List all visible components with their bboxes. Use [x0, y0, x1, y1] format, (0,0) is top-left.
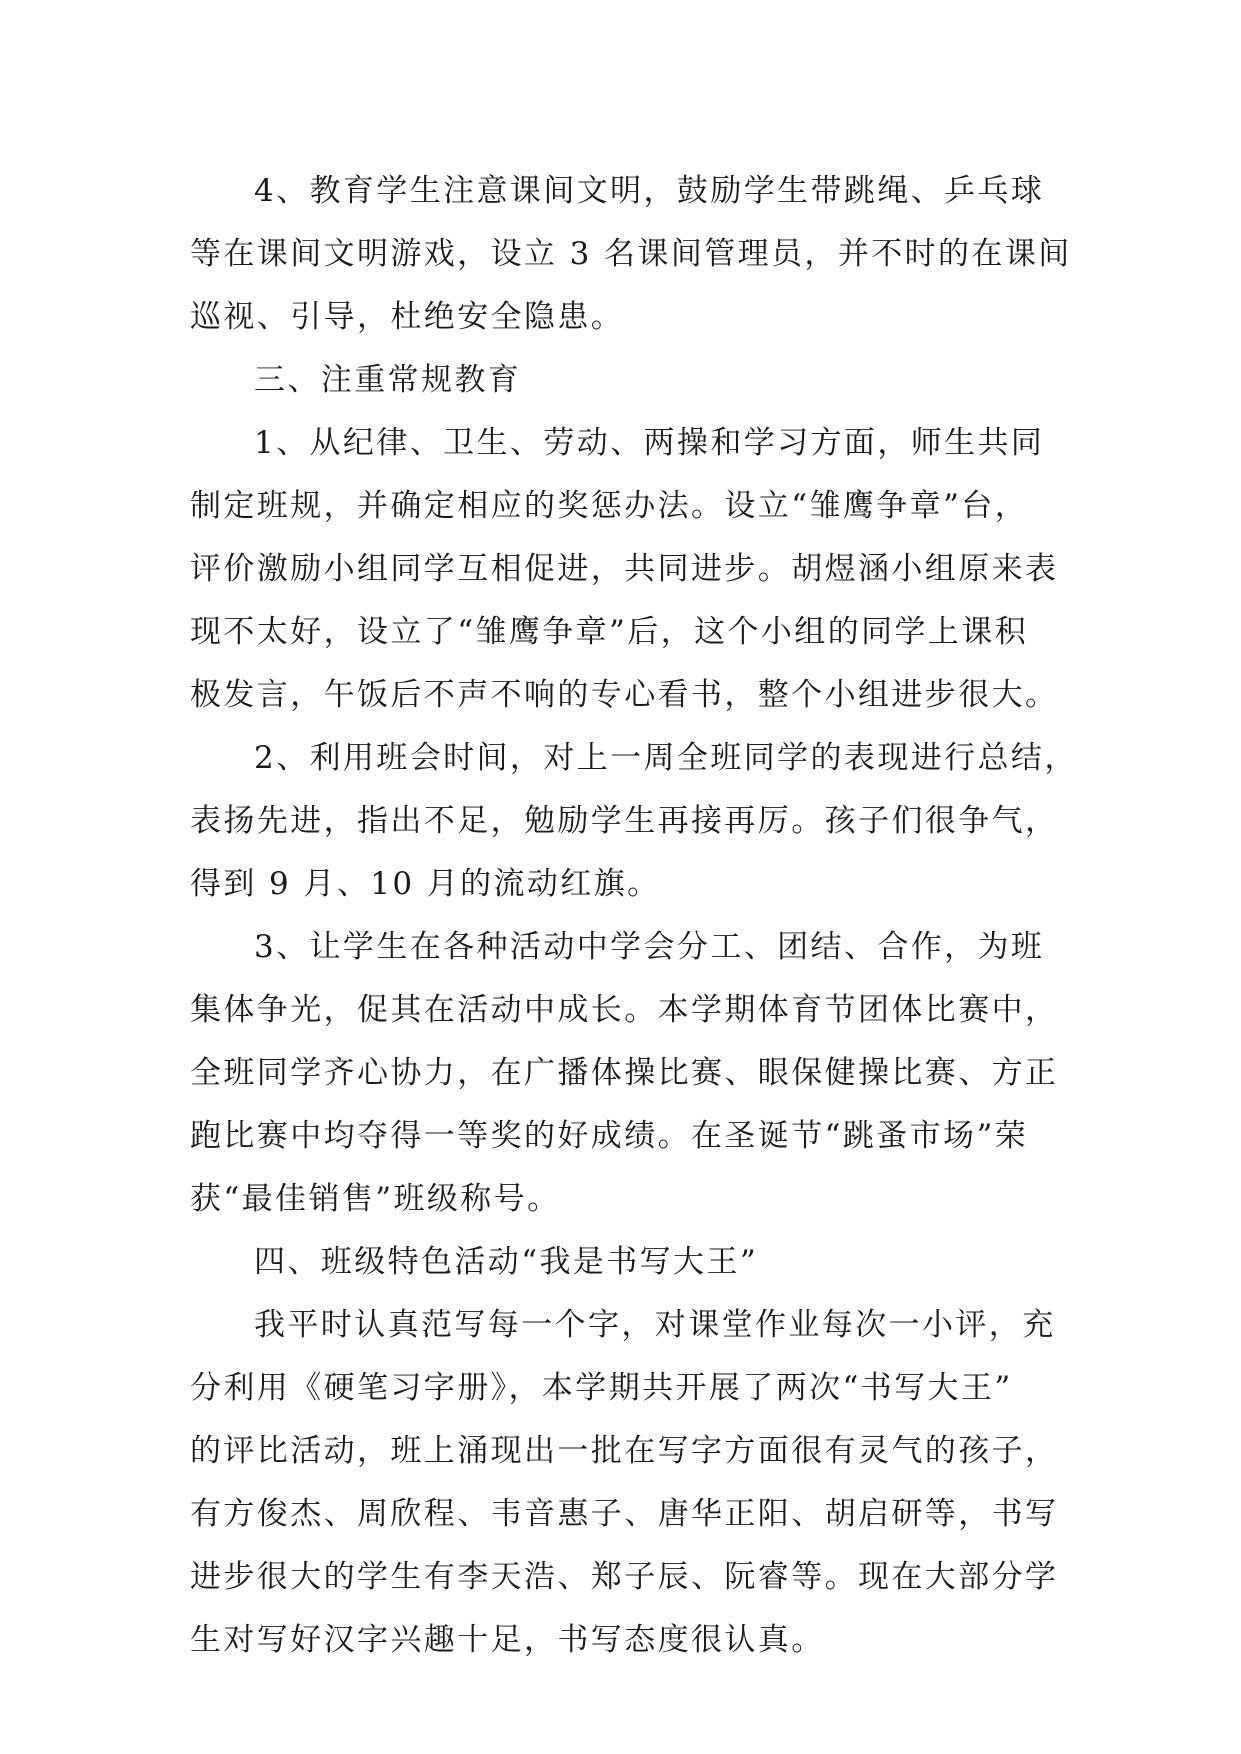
- paragraph-line: 等在课间文明游戏，设立 3 名课间管理员，并不时的在课间: [190, 236, 1072, 272]
- paragraph-line: 现不太好，设立了“雏鹰争章”后，这个小组的同学上课积: [190, 614, 1029, 650]
- paragraph-line: 跑比赛中均夺得一等奖的好成绩。在圣诞节“跳蚤市场”荣: [190, 1118, 1029, 1154]
- paragraph-line: 巡视、引导，杜绝安全隐患。: [190, 299, 625, 335]
- paragraph-line: 制定班规，并确定相应的奖惩办法。设立“雏鹰争章”台，: [190, 488, 1029, 524]
- paragraph-line: 4、教育学生注意课间文明，鼓励学生带跳绳、乒乓球: [254, 173, 1045, 209]
- paragraph-line: 得到 9 月、10 月的流动红旗。: [190, 866, 661, 902]
- paragraph-line: 的评比活动，班上涌现出一批在写字方面很有灵气的孩子，: [190, 1433, 1059, 1469]
- paragraph-line: 生对写好汉字兴趣十足，书写态度很认真。: [190, 1622, 825, 1658]
- paragraph-line: 获“最佳销售”班级称号。: [190, 1181, 561, 1217]
- paragraph-line: 2、利用班会时间，对上一周全班同学的表现进行总结，: [254, 740, 1078, 776]
- paragraph-line: 我平时认真范写每一个字，对课堂作业每次一小评，充: [254, 1307, 1056, 1343]
- section-heading: 四、班级特色活动“我是书写大王”: [254, 1244, 759, 1280]
- paragraph-line: 1、从纪律、卫生、劳动、两操和学习方面，师生共同: [254, 425, 1045, 461]
- section-heading: 三、注重常规教育: [254, 362, 522, 398]
- paragraph-line: 分利用《硬笔习字册》，本学期共开展了两次“书写大王”: [190, 1370, 1013, 1406]
- paragraph-line: 3、让学生在各种活动中学会分工、团结、合作，为班: [254, 929, 1045, 965]
- paragraph-line: 集体争光，促其在活动中成长。本学期体育节团体比赛中，: [190, 992, 1059, 1028]
- paragraph-line: 进步很大的学生有李天浩、郑子辰、阮睿等。现在大部分学: [190, 1559, 1059, 1595]
- paragraph-line: 极发言，午饭后不声不响的专心看书，整个小组进步很大。: [190, 677, 1059, 713]
- paragraph-line: 全班同学齐心协力，在广播体操比赛、眼保健操比赛、方正: [190, 1055, 1059, 1091]
- document-body: [190, 160, 1078, 1672]
- paragraph-line: 表扬先进，指出不足，勉励学生再接再厉。孩子们很争气，: [190, 803, 1059, 839]
- paragraph-line: 评价激励小组同学互相促进，共同进步。胡煜涵小组原来表: [190, 551, 1059, 587]
- paragraph-line: 有方俊杰、周欣程、韦音惠子、唐华正阳、胡启研等，书写: [190, 1496, 1059, 1532]
